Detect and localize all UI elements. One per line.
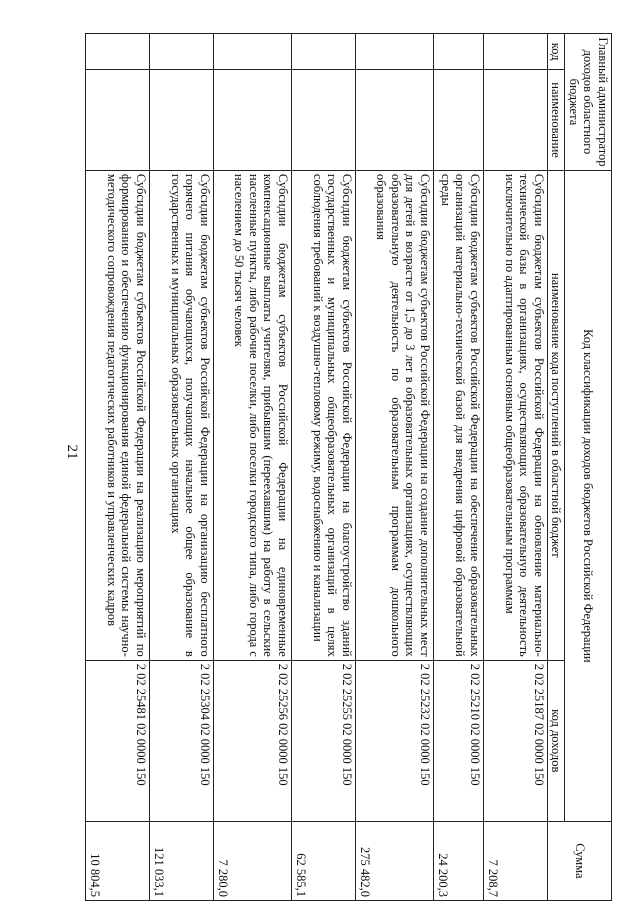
table-row: [86, 34, 150, 901]
admin-name-cell: [86, 70, 150, 171]
table-row: [484, 34, 548, 901]
amount-cell: 7 208,7: [484, 821, 548, 900]
admin-name-cell: [150, 70, 214, 171]
amount-cell: 62 585,1: [292, 821, 356, 900]
amount-cell: 121 033,1: [150, 821, 214, 900]
admin-name-header: наименование: [548, 70, 566, 171]
income-code-cell: 2 02 25256 02 0000 150: [214, 660, 292, 821]
table-row: [292, 34, 356, 901]
admin-name-cell: [214, 70, 292, 171]
income-classification-table: [85, 33, 612, 901]
income-code-cell: 2 02 25481 02 0000 150: [86, 660, 150, 821]
table-row: [150, 34, 214, 901]
page-number: 21: [64, 444, 80, 460]
admin-name-cell: [484, 70, 548, 171]
income-name-cell: Субсидии бюджетам субъектов Российской Федерации на обеспечение образовательных организаций материально-технической базой для внедрения цифровой образовательной среды: [434, 170, 484, 660]
admin-code-cell: [292, 34, 356, 70]
income-code-header: код доходов: [548, 660, 566, 821]
admin-name-cell: [356, 70, 434, 171]
table-row: [214, 34, 292, 901]
amount-cell: 24 200,3: [434, 821, 484, 900]
income-name-cell: Субсидии бюджетам субъектов Российской Федерации на благоустройство зданий государственных и муниципальных общеобразовательных организаций в целях соблюдения требований к воздушно-тепловому режиму, водоснабжению и канализации: [292, 170, 356, 660]
income-code-cell: 2 02 25304 02 0000 150: [150, 660, 214, 821]
income-name-header: наименование кода поступлений в областной бюджет: [548, 170, 566, 660]
income-code-cell: 2 02 25210 02 0000 150: [434, 660, 484, 821]
admin-name-cell: [292, 70, 356, 171]
income-name-cell: Субсидии бюджетам субъектов Российской Федерации на организацию бесплатного горячего питания обучающихся, получающих начальное общее образование в государственных и муниципальных образовательных организациях: [150, 170, 214, 660]
admin-code-header: код: [548, 34, 566, 70]
admin-code-cell: [434, 34, 484, 70]
rotated-table-frame: [88, 33, 612, 901]
income-code-cell: 2 02 25255 02 0000 150: [292, 660, 356, 821]
classification-group-header: Код классификации доходов бюджетов Российской Федерации: [565, 170, 612, 821]
income-name-cell: Субсидии бюджетам субъектов Российской Федерации на реализацию мероприятий по формированию и обеспечению функционирования единой федеральной системы научно-методического сопровождения педагогических работников и управленческих кадров: [86, 170, 150, 660]
admin-group-header: Главный администратор доходов областного бюджета: [565, 34, 612, 171]
table-row: [356, 34, 434, 901]
admin-code-cell: [484, 34, 548, 70]
amount-cell: 275 482,0: [356, 821, 434, 900]
admin-code-cell: [150, 34, 214, 70]
amount-cell: 10 804,5: [86, 821, 150, 900]
amount-cell: 7 280,0: [214, 821, 292, 900]
admin-name-cell: [434, 70, 484, 171]
income-code-cell: 2 02 25232 02 0000 150: [356, 660, 434, 821]
income-code-cell: 2 02 25187 02 0000 150: [484, 660, 548, 821]
admin-code-cell: [86, 34, 150, 70]
income-name-cell: Субсидии бюджетам субъектов Российской Федерации на создание дополнительных мест для детей в возрасте от 1,5 до 3 лет в образовательных организациях, осуществляющих образовательную деятельность по образовательным программам дошкольного образования: [356, 170, 434, 660]
admin-code-cell: [356, 34, 434, 70]
income-name-cell: Субсидии бюджетам субъектов Российской Федерации на обновление материально-технической базы в организациях, осуществляющих образовательную деятельность исключительно по адаптированным основным общеобразовательным программам: [484, 170, 548, 660]
table-row: [434, 34, 484, 901]
amount-header: Сумма: [548, 821, 612, 900]
income-name-cell: Субсидии бюджетам субъектов Российской Федерации на единовременные компенсационные выплаты учителям, прибывшим (переехавшим) на работу в сельские населенные пункты, либо рабочие поселки, либо поселки городского типа, либо города с населением до 50 тысяч человек: [214, 170, 292, 660]
admin-code-cell: [214, 34, 292, 70]
